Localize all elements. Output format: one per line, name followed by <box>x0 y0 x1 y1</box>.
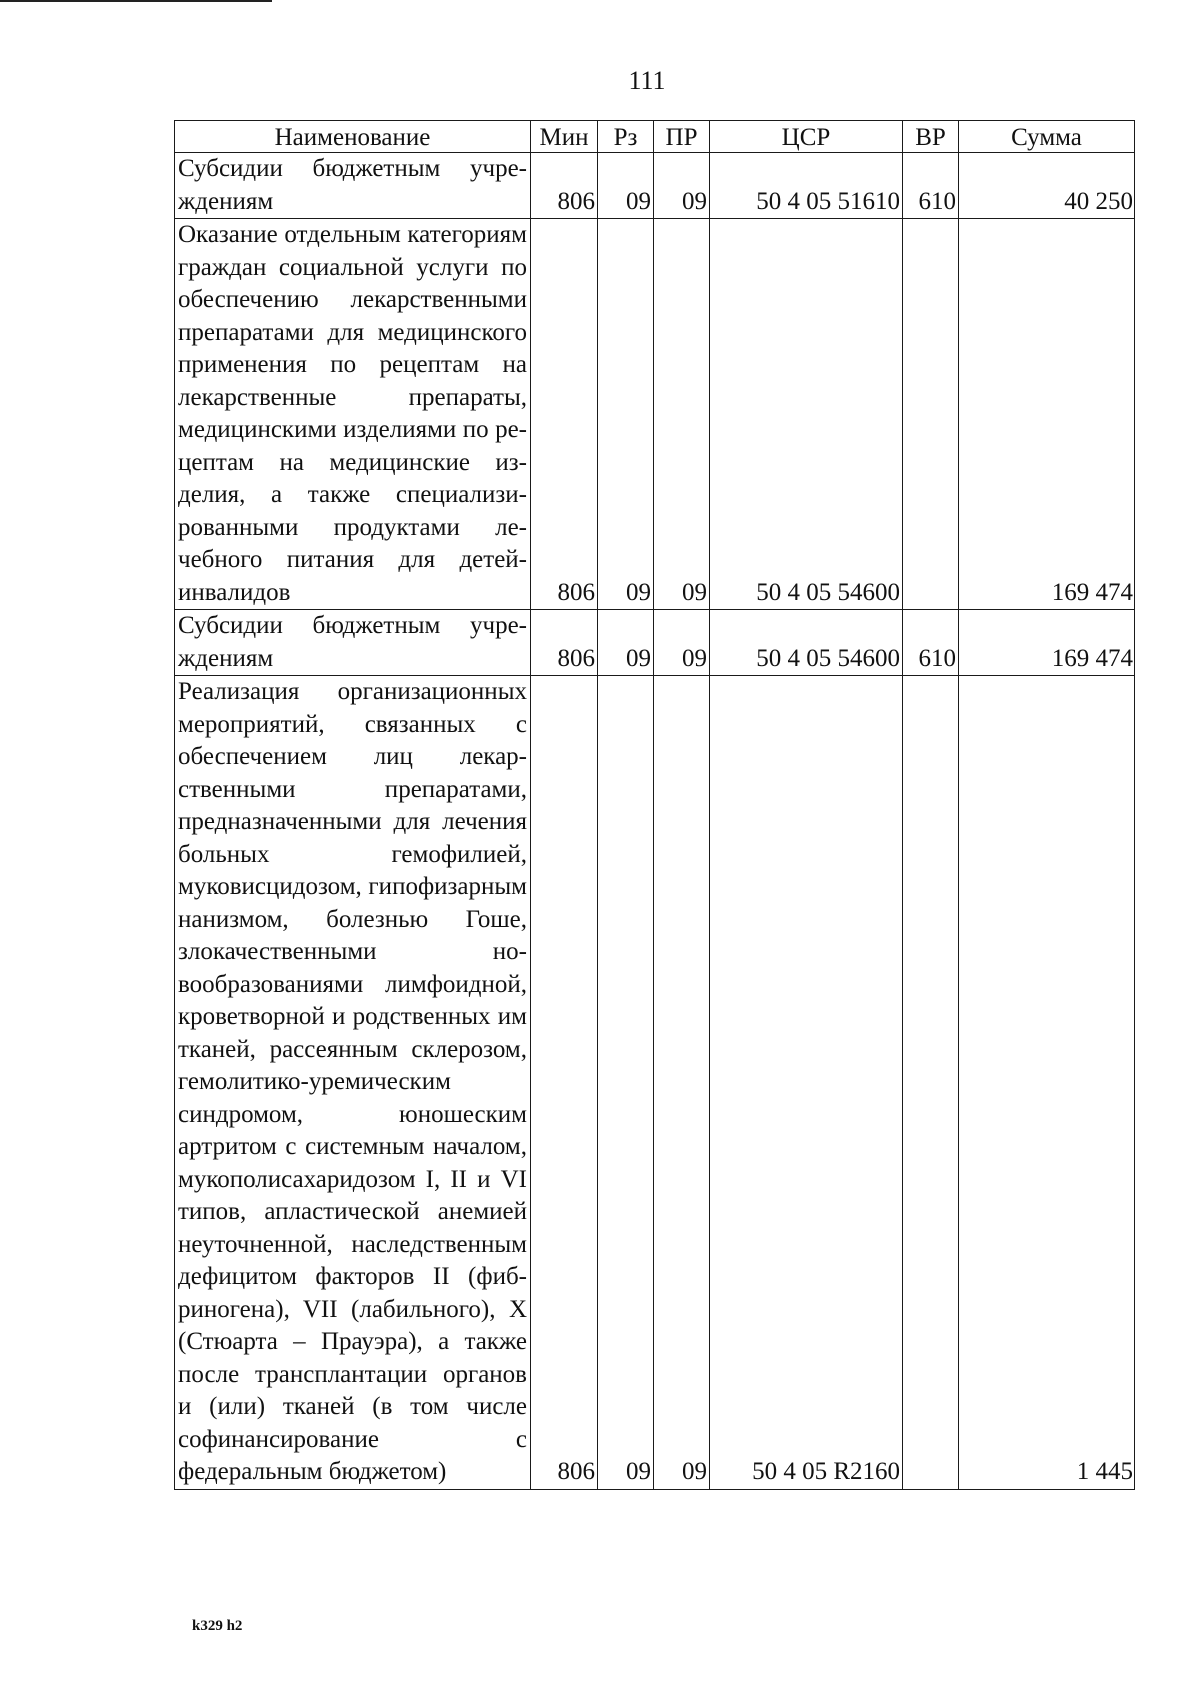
row-csr: 50 4 05 R2160 <box>710 676 903 1490</box>
table-row <box>175 610 1135 676</box>
table-row <box>175 219 1135 610</box>
table-header-row <box>175 121 1135 153</box>
scan-edge-mark <box>0 0 272 2</box>
row-min: 806 <box>531 610 598 676</box>
header-sum: Сумма <box>959 121 1135 153</box>
budget-table <box>174 120 1135 1490</box>
header-rz: Рз <box>598 121 654 153</box>
row-rz: 09 <box>598 219 654 610</box>
row-pr: 09 <box>654 153 710 219</box>
row-sum: 1 445 <box>959 676 1135 1490</box>
header-vr: ВР <box>903 121 959 153</box>
row-vr <box>903 219 959 610</box>
row-rz: 09 <box>598 610 654 676</box>
row-name: Субсидии бюджетным учреждениям <box>175 610 531 676</box>
row-csr: 50 4 05 54600 <box>710 610 903 676</box>
row-name: Реализация организационных мероприятий, связанных с обеспечением лиц лекарственными препаратами, предназначенными для лечения больных гемофилией, муковисцидозом, гипофизарным нанизмом, болезнью Гоше, злокачественными новообразованиями лимфоидной, кроветворной и родственных им тканей, рассеянным склерозом, гемолитико-уремическим синдромом, юношеским артритом с системным началом, мукополисахаридозом I, II и VI типов, апластической анемией неуточненной, наследственным дефицитом факторов II (фибриногена), VII (лабильного), X (Стюарта – Прауэра), а также после трансплантации органов и (или) тканей (в том числе софинансирование с федеральным бюджетом) <box>175 676 531 1490</box>
table-row <box>175 153 1135 219</box>
row-pr: 09 <box>654 610 710 676</box>
row-min: 806 <box>531 153 598 219</box>
header-min: Мин <box>531 121 598 153</box>
row-name: Оказание отдельным категориям граждан социальной услуги по обеспечению лекарственными препаратами для медицинского применения по рецептам на лекарственные препараты, медицинскими изделиями по рецептам на медицинские изделия, а также специализированными продуктами лечебного питания для детей-инвалидов <box>175 219 531 610</box>
row-vr: 610 <box>903 153 959 219</box>
row-pr: 09 <box>654 219 710 610</box>
row-csr: 50 4 05 54600 <box>710 219 903 610</box>
row-rz: 09 <box>598 676 654 1490</box>
header-csr: ЦСР <box>710 121 903 153</box>
row-pr: 09 <box>654 676 710 1490</box>
row-csr: 50 4 05 51610 <box>710 153 903 219</box>
row-min: 806 <box>531 676 598 1490</box>
row-sum: 40 250 <box>959 153 1135 219</box>
row-min: 806 <box>531 219 598 610</box>
row-vr <box>903 676 959 1490</box>
row-rz: 09 <box>598 153 654 219</box>
row-vr: 610 <box>903 610 959 676</box>
header-name: Наименование <box>175 121 531 153</box>
header-pr: ПР <box>654 121 710 153</box>
footer-document-code: k329 h2 <box>192 1618 243 1634</box>
table-row <box>175 676 1135 1490</box>
row-name: Субсидии бюджетным учреждениям <box>175 153 531 219</box>
row-sum: 169 474 <box>959 219 1135 610</box>
row-sum: 169 474 <box>959 610 1135 676</box>
page-number: 111 <box>628 66 666 95</box>
